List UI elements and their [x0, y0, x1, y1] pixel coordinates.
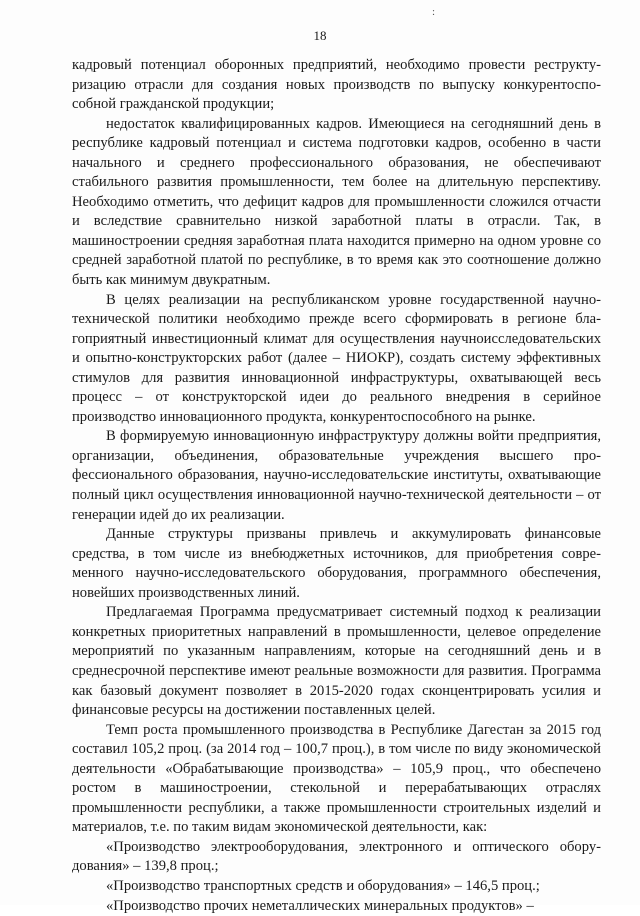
paragraph-growth-rate: Темп роста промышленного производства в Республике Дагестан за 2015 год составил 105,2 проц. (за 2014 год – 100,7 проц.), в том числе по виду экономической деятельности «Обрабатывающие производства» – 105,9 проц., что обеспечено ростом в машиностроении, стекольной и перерабатывающих отраслях промышленности республики, а также промышленности строительных изделий и материалов, т.е. по таким видам экономической деятельности, как:	[72, 721, 601, 836]
paragraph-transport: «Производство транспортных средств и оборудования» – 146,5 проц.;	[106, 877, 540, 894]
body-text	[72, 56, 601, 916]
page-number: 18	[313, 28, 327, 43]
paragraph-innovation-infrastructure: В формируемую инновационную инфраструктуру должны войти предприятия, организации, объединения, образовательные учреждения высшего профессионального образования, научно-исследовательские институты, охватывающие полный цикл осуществления инновационной научно-технической деятельности – от генерации идей до их реализации.	[72, 428, 601, 523]
paragraph-electrical-equipment: «Производство электрооборудования, электронного и оптического оборудования» – 139,8 проц.;	[72, 838, 601, 875]
paragraph-science-policy: В целях реализации на республиканском уровне государственной научнотехнической политики необходимо прежде всего сформировать в регионе благоприятный инвестиционный климат для осуществления научноисследовательских и опытно-конструкторских работ (далее – НИОКР), создать систему эффективных стимулов для развития инновационной инфраструктуры, охватывающей весь процесс – от конструкторской идеи до реального внедрения в серийное производство инновационного продукта, конкурентоспособного на рынке.	[72, 291, 601, 425]
paragraph-continuation: кадровый потенциал оборонных предприятий, необходимо провести реструктуризацию отрасли для создания новых производств по выпуску конкурентоспособной гражданской продукции;	[72, 57, 601, 113]
paragraph-structures-funding: Данные структуры призваны привлечь и аккумулировать финансовые средства, в том числе из внебюджетных источников, для приобретения современного научно-исследовательского оборудования, программного обеспечения, новейших производственных линий.	[72, 526, 601, 601]
paragraph-staff-shortage: недостаток квалифицированных кадров. Имеющиеся на сегодняшний день в республике кадровый потенциал и система подготовки кадров, особенно в части начального и среднего профессионального образования, не обеспечивают стабильного развития промышленности, тем более на длительную перспективу. Необходимо отметить, что дефицит кадров для промышленности сложился отчасти и вследствие сравнительно низкой заработной платы в отрасли. Так, в машиностроении средняя заработная плата находится примерно на одном уровне со средней заработной платой по республике, в то время как это соотношение должно быть как минимум двукратным.	[72, 115, 601, 289]
scan-speck: :	[432, 6, 436, 18]
paragraph-program-approach: Предлагаемая Программа предусматривает системный подход к реализации конкретных приоритетных направлений в промышленности, целевое определение мероприятий по указанным направлениям, которые на сегодняшний день и в среднесрочной перспективе имеют реальные возможности для развития. Программа как базовый документ позволяет в 2015-2020 годах сконцентрировать усилия и финансовые ресурсы на достижении поставленных целей.	[72, 604, 601, 719]
paragraph-nonmetallic: «Производство прочих неметаллических минеральных продуктов» –	[106, 897, 534, 914]
